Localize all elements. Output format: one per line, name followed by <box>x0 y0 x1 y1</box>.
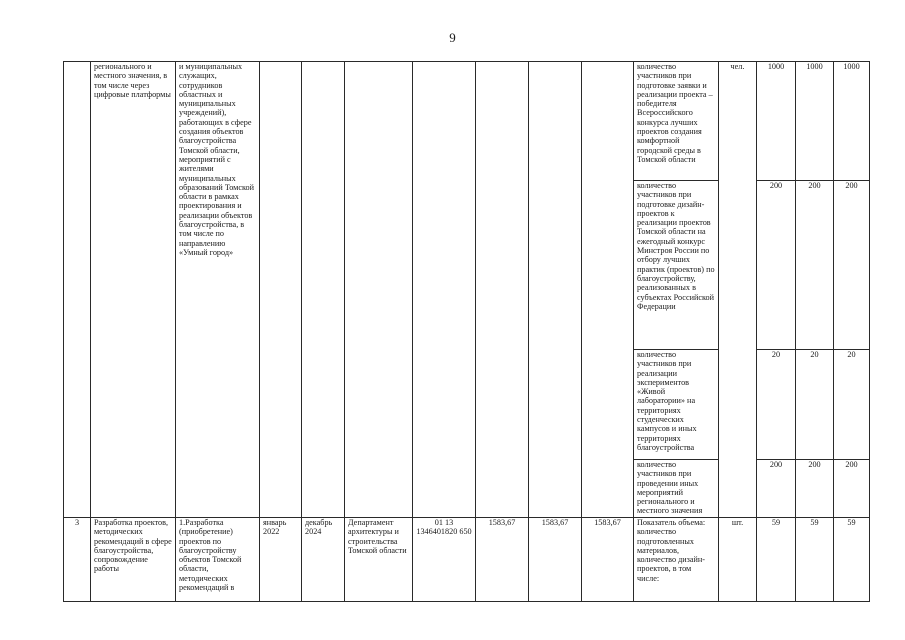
page-number: 9 <box>449 30 456 45</box>
indicator-cell: количество участников при подготовке заявки и реализации проекта – победителя Всероссийского конкурса лучших проектов создания комфортной городской среды в Томской области <box>634 62 719 181</box>
row-number-cell <box>64 62 91 518</box>
value-cell: 20 <box>757 350 796 460</box>
table-row <box>64 62 870 181</box>
value-cell: 200 <box>757 181 796 350</box>
funding-cell <box>582 62 634 518</box>
indicator-cell: Показатель объема: количество подготовленных материалов, количество дизайн-проектов, в том числе: <box>634 518 719 602</box>
unit-cell: чел. <box>719 62 757 518</box>
indicator-cell: количество участников при реализации экспериментов «Живой лаборатории» на территориях студенческих кампусов и иных территориях благоустройства <box>634 350 719 460</box>
funding-cell: 1583,67 <box>529 518 582 602</box>
value-cell: 1000 <box>834 62 870 181</box>
value-cell: 1000 <box>796 62 834 181</box>
executor-cell: Департамент архитектуры и строительства Томской области <box>345 518 413 602</box>
value-cell: 200 <box>834 460 870 518</box>
executor-cell <box>345 62 413 518</box>
value-cell: 59 <box>834 518 870 602</box>
activity-cell: 1.Разработка (приобретение) проектов по благоустройству объектов Томской области, методических рекомендаций в <box>176 518 260 602</box>
table-row <box>64 518 870 602</box>
start-date-cell: январь 2022 <box>260 518 302 602</box>
funding-cell: 1583,67 <box>476 518 529 602</box>
value-cell: 1000 <box>757 62 796 181</box>
end-date-cell: декабрь 2024 <box>302 518 345 602</box>
value-cell: 20 <box>834 350 870 460</box>
indicator-cell: количество участников при проведении иных мероприятий регионального и местного значения <box>634 460 719 518</box>
value-cell: 20 <box>796 350 834 460</box>
value-cell: 59 <box>796 518 834 602</box>
kbk-cell <box>413 62 476 518</box>
activity-cell: и муниципальных служащих, сотрудников областных и муниципальных учреждений), работающих в сфере создания объектов благоустройства Томской области, мероприятий с жителями муниципальных образований Томской области в рамках проектирования и реализации объектов благоустройства, в том числе по направлению «Умный город» <box>176 62 260 518</box>
value-cell: 200 <box>834 181 870 350</box>
kbk-cell: 01 13 1346401820 650 <box>413 518 476 602</box>
value-cell: 200 <box>796 460 834 518</box>
event-cell: Разработка проектов, методических рекомендаций в сфере благоустройства, сопровождение работы <box>91 518 176 602</box>
start-date-cell <box>260 62 302 518</box>
value-cell: 200 <box>796 181 834 350</box>
value-cell: 59 <box>757 518 796 602</box>
row-number-cell: 3 <box>64 518 91 602</box>
end-date-cell <box>302 62 345 518</box>
event-cell: регионального и местного значения, в том числе через цифровые платформы <box>91 62 176 518</box>
funding-cell <box>529 62 582 518</box>
unit-cell: шт. <box>719 518 757 602</box>
indicator-cell: количество участников при подготовке дизайн-проектов к реализации проектов Томской области на ежегодный конкурс Минстроя России по отбору лучших практик (проектов) по благоустройству, реализованных в субъектах Российской Федерации <box>634 181 719 350</box>
funding-cell: 1583,67 <box>582 518 634 602</box>
program-table <box>63 61 870 602</box>
funding-cell <box>476 62 529 518</box>
value-cell: 200 <box>757 460 796 518</box>
